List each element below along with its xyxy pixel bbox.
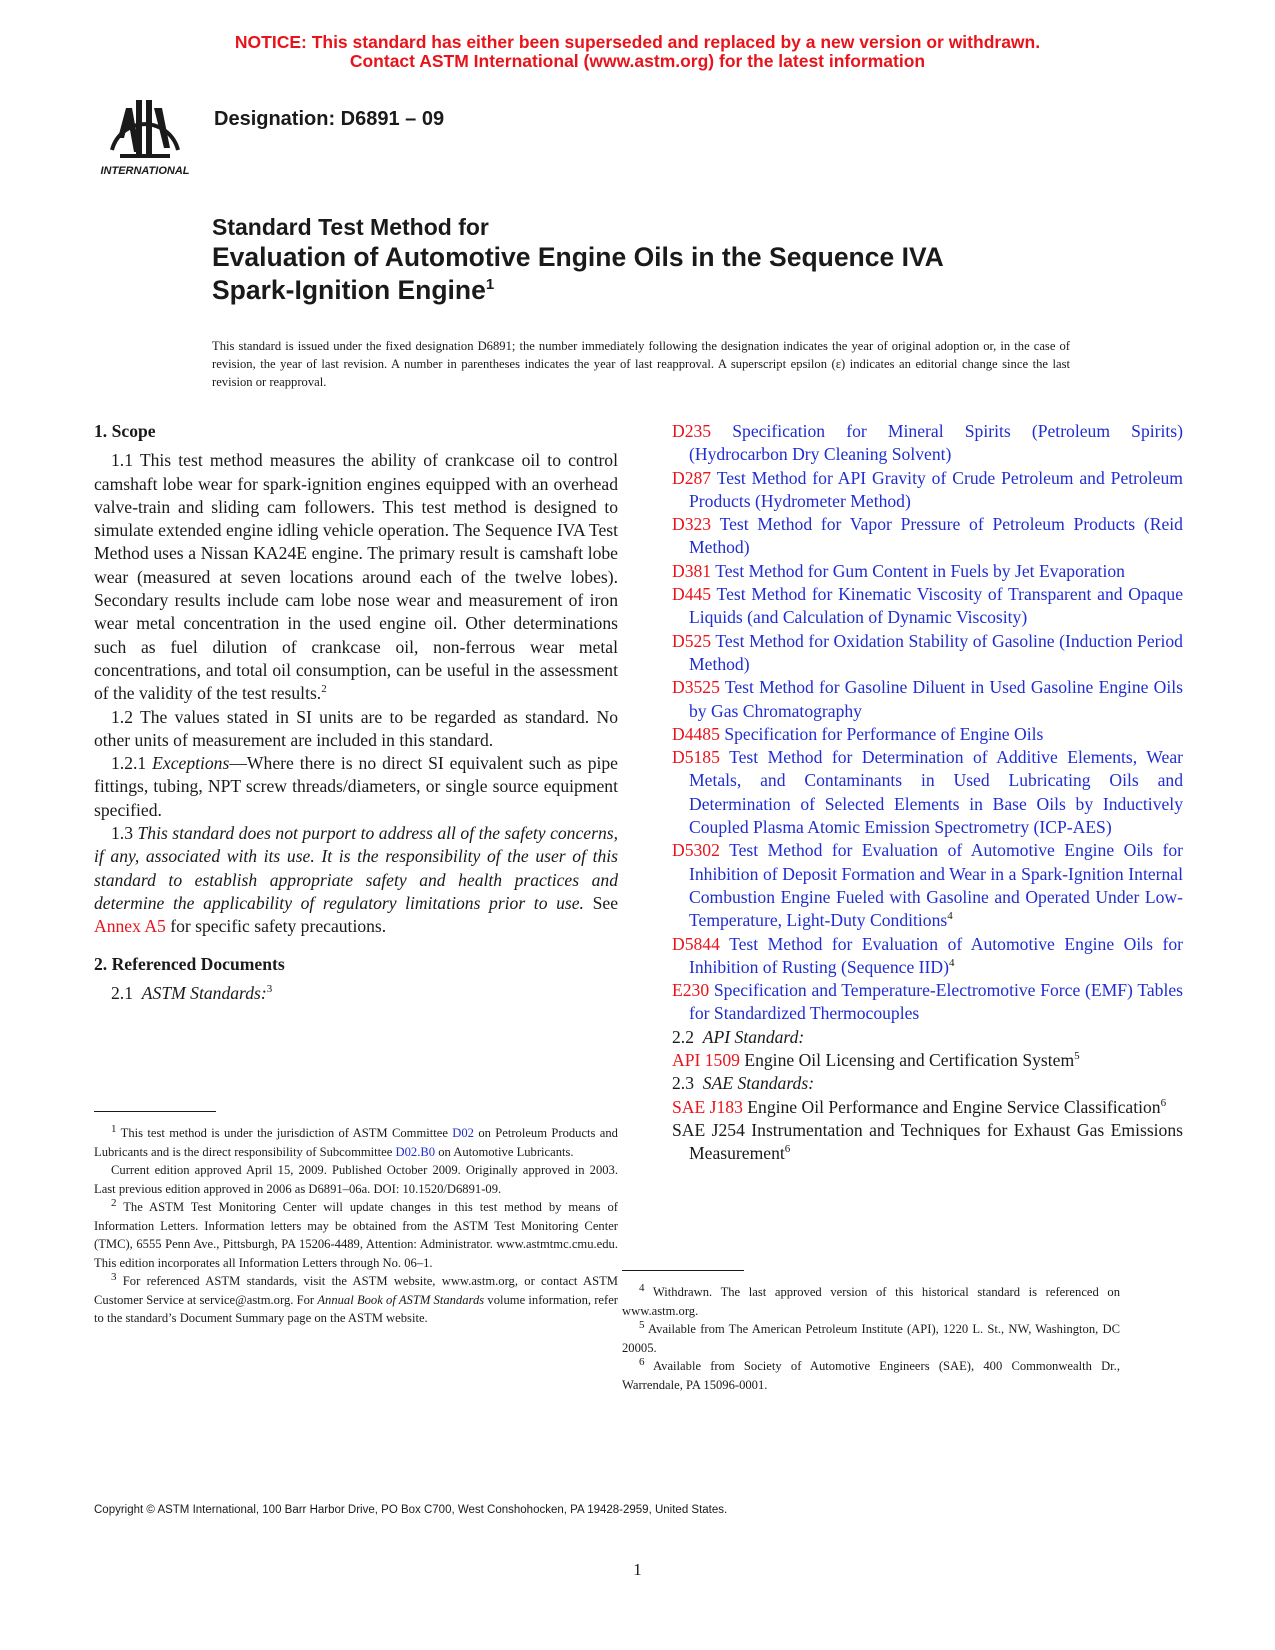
sae-j254-entry: SAE J254 Instrumentation and Techniques for Exhaust Gas Emissions Measurement$^6$ — [672, 1119, 1183, 1164]
astm-standard-entry — [672, 560, 1183, 583]
astm-standard-entry — [672, 513, 1183, 560]
standard-title-link[interactable]: Test Method for Vapor Pressure of Petroleum Products (Reid Method) — [689, 514, 1183, 558]
astm-standard-entry — [672, 723, 1183, 746]
standard-title-link[interactable]: Test Method for API Gravity of Crude Petroleum and Petroleum Products (Hydrometer Method) — [689, 467, 1183, 511]
para-2-2: 2.2 API Standard: — [672, 1026, 805, 1047]
standard-code-link[interactable]: D525 — [672, 630, 712, 651]
para-2-3: 2.3 SAE Standards: — [672, 1073, 815, 1094]
standard-code-link[interactable]: D5185 — [672, 747, 720, 768]
standard-title-link[interactable]: Specification for Performance of Engine Oils — [724, 723, 1044, 744]
astm-standard-entry — [672, 630, 1183, 677]
astm-logo — [94, 92, 196, 184]
astm-standard-entry — [672, 467, 1183, 514]
scope-heading: 1. Scope — [94, 421, 156, 441]
refdocs-heading: 2. Referenced Documents — [94, 953, 285, 974]
standard-code-link[interactable]: D381 — [672, 560, 712, 581]
standard-title-link[interactable]: Specification and Temperature-Electromotive Force (EMF) Tables for Standardized Thermocouples — [689, 980, 1183, 1024]
title-line-1: Standard Test Method for — [212, 214, 489, 240]
title-line-2: Evaluation of Automotive Engine Oils in the Sequence IVA — [212, 242, 944, 272]
notice-line-1: NOTICE: This standard has either been superseded and replaced by a new version or withdrawn. — [234, 32, 1041, 52]
standard-code-link[interactable]: D4485 — [672, 723, 720, 744]
issue-note: This standard is issued under the fixed designation D6891; the number immediately following the designation indicates the year of original adoption or, in the case of revision, the year of last revision. A number in parentheses indicates the year of last reapproval. A superscript epsilon (ε) indicates an editorial change since the last revision or reapproval. — [212, 339, 1070, 389]
footnote-3: $^3$ For referenced ASTM standards, visit the ASTM website, www.astm.org, or contact ASTM Customer Service at service@astm.org. For Annual Book of ASTM Standards volume information, refer to the standard’s Document Summary page on the ASTM website. — [94, 1270, 618, 1325]
footnote-6: $^6$ Available from Society of Automotive Engineers (SAE), 400 Commonwealth Dr., Warrendale, PA 15096-0001. — [622, 1355, 1120, 1392]
astm-standard-entry — [672, 676, 1183, 723]
document-title — [212, 214, 944, 307]
standard-code-link[interactable]: D5844 — [672, 933, 720, 954]
footnote-mark: 4 — [948, 956, 955, 969]
right-column — [672, 420, 1183, 1166]
astm-standard-entry — [672, 839, 1183, 932]
standard-title-link[interactable]: Test Method for Kinematic Viscosity of Transparent and Opaque Liquids (and Calculation of Dynamic Viscosity) — [689, 584, 1184, 628]
standard-title-link[interactable]: Specification for Mineral Spirits (Petroleum Spirits) (Hydrocarbon Dry Cleaning Solvent) — [689, 421, 1183, 465]
para-1-1: 1.1 This test method measures the ability of crankcase oil to control camshaft lobe wear for spark-ignition engines equipped with an overhead valve-train and sliding cam followers. This test method is designed to simulate extended engine idling vehicle operation. The Sequence IVA Test Method uses a Nissan KA24E engine. The primary result is camshaft lobe wear (measured at seven locations around each of the twelve lobes). Secondary results include cam lobe nose wear and measurement of iron wear metal concentration in the used engine oil. Other determinations such as fuel dilution of crankcase oil, non-ferrous wear metal concentrations, and total oil consumption, can be useful in the assessment of the validity of the test results.$^2$ — [94, 450, 618, 704]
footnote-4: $^4$ Withdrawn. The last approved version of this historical standard is referenced on www.astm.org. — [622, 1281, 1120, 1318]
footnote-mark: 4 — [947, 910, 953, 923]
left-column — [94, 420, 618, 1005]
astm-standard-entry — [672, 420, 1183, 467]
footnote-rule-right — [622, 1270, 744, 1271]
standard-code-link[interactable]: D235 — [672, 421, 712, 441]
standard-title-link[interactable]: Test Method for Gum Content in Fuels by Jet Evaporation — [715, 560, 1125, 581]
standard-title-link[interactable]: Test Method for Gasoline Diluent in Used Gasoline Engine Oils by Gas Chromatography — [689, 677, 1183, 721]
astm-standard-entry — [672, 979, 1183, 1026]
footnote-1: $^1$ This test method is under the jurisdiction of ASTM Committee D02 on Petroleum Products and Lubricants and is the direct responsibility of Subcommittee D02.B0 on Automotive Lubricants. — [94, 1122, 618, 1159]
footnote-1-edition: Current edition approved April 15, 2009. Published October 2009. Originally approved in 2003. Last previous edition approved in 2006 as D6891–06a. DOI: 10.1520/D6891-09. — [94, 1163, 618, 1196]
para-1-3: 1.3 This standard does not purport to address all of the safety concerns, if any, associated with its use. It is the responsibility of the user of this standard to establish appropriate safety and health practices and determine the applicability of regulatory limitations prior to use. See Annex A5 for specific safety precautions. — [94, 823, 618, 937]
standard-code-link[interactable]: D5302 — [672, 840, 720, 861]
footnote-2: $^2$ The ASTM Test Monitoring Center will update changes in this test method by means of Information Letters. Information letters may be obtained from the ASTM Test Monitoring Center (TMC), 6555 Penn Ave., Pittsburgh, PA 15206-4489, Attention: Administrator. www.astmtmc.cmu.edu. This edition incorporates all Information Letters through No. 06–1. — [94, 1196, 619, 1270]
footnotes-right — [622, 1283, 1120, 1394]
footnote-5: $^5$ Available from The American Petroleum Institute (API), 1220 L. St., NW, Washington, DC 20005. — [622, 1318, 1120, 1355]
copyright: Copyright © ASTM International, 100 Barr Harbor Drive, PO Box C700, West Conshohocken, PA 19428-2959, United States. — [94, 1504, 728, 1516]
annex-a5-link[interactable]: Annex A5 — [94, 916, 166, 937]
api-entry: API 1509 Engine Oil Licensing and Certification System$^5$ — [672, 1050, 1080, 1071]
d02-b0-link[interactable]: D02.B0 — [395, 1144, 436, 1159]
title-line-3: Spark-Ignition Engine$^1$ — [212, 275, 495, 305]
sae-j183-entry: SAE J183 Engine Oil Performance and Engine Service Classification$^6$ — [672, 1096, 1167, 1117]
notice-line-2: Contact ASTM International (www.astm.org) for the latest information — [349, 51, 926, 71]
logo-text: INTERNATIONAL — [100, 165, 190, 177]
sae-j183-link[interactable]: SAE J183 — [672, 1096, 743, 1117]
standard-title-link[interactable]: Test Method for Determination of Additive Elements, Wear Metals, and Contaminants in Used Lubricating Oils and Determination of Selected Elements in Base Oils by Inductively Coupled Plasma Atomic Emission Spectrometry (ICP-AES) — [689, 747, 1183, 838]
standard-code-link[interactable]: E230 — [672, 980, 710, 1001]
standard-title-link[interactable]: Test Method for Evaluation of Automotive Engine Oils for Inhibition of Deposit Formation and Wear in a Spark-Ignition Internal Combustion Engine Fueled with Gasoline and Operated Under Low-Temperature, Light-Duty Conditions — [689, 840, 1183, 931]
astm-standard-entry — [672, 933, 1183, 980]
astm-standard-entry — [672, 746, 1183, 839]
d02-link[interactable]: D02 — [452, 1126, 474, 1140]
footnotes-left — [94, 1124, 618, 1328]
footnote-rule-left — [94, 1111, 216, 1112]
title-footnote-mark: 1 — [485, 276, 495, 294]
standard-title-link[interactable]: Test Method for Evaluation of Automotive Engine Oils for Inhibition of Rusting (Sequence IID) — [689, 933, 1183, 977]
designation: Designation: D6891 – 09 — [214, 108, 445, 130]
api-1509-link[interactable]: API 1509 — [672, 1050, 740, 1071]
standard-title-link[interactable]: Test Method for Oxidation Stability of Gasoline (Induction Period Method) — [689, 630, 1183, 674]
astm-standard-entry — [672, 583, 1183, 630]
standard-code-link[interactable]: D287 — [672, 467, 712, 488]
notice-banner — [0, 33, 1275, 71]
page-number: 1 — [633, 1560, 642, 1579]
standard-code-link[interactable]: D3525 — [672, 677, 720, 698]
astm-standards-list — [672, 420, 1183, 1026]
standard-code-link[interactable]: D323 — [672, 514, 712, 535]
para-1-2: 1.2 The values stated in SI units are to be regarded as standard. No other units of measurement are included in this standard. — [94, 706, 618, 750]
standard-code-link[interactable]: D445 — [672, 584, 712, 605]
para-1-2-1: 1.2.1 Exceptions—Where there is no direct SI equivalent such as pipe fittings, tubing, NPT screw threads/diameters, or single source equipment specified. — [94, 753, 618, 820]
para-2-1: 2.1 ASTM Standards:$^3$ — [111, 982, 273, 1003]
